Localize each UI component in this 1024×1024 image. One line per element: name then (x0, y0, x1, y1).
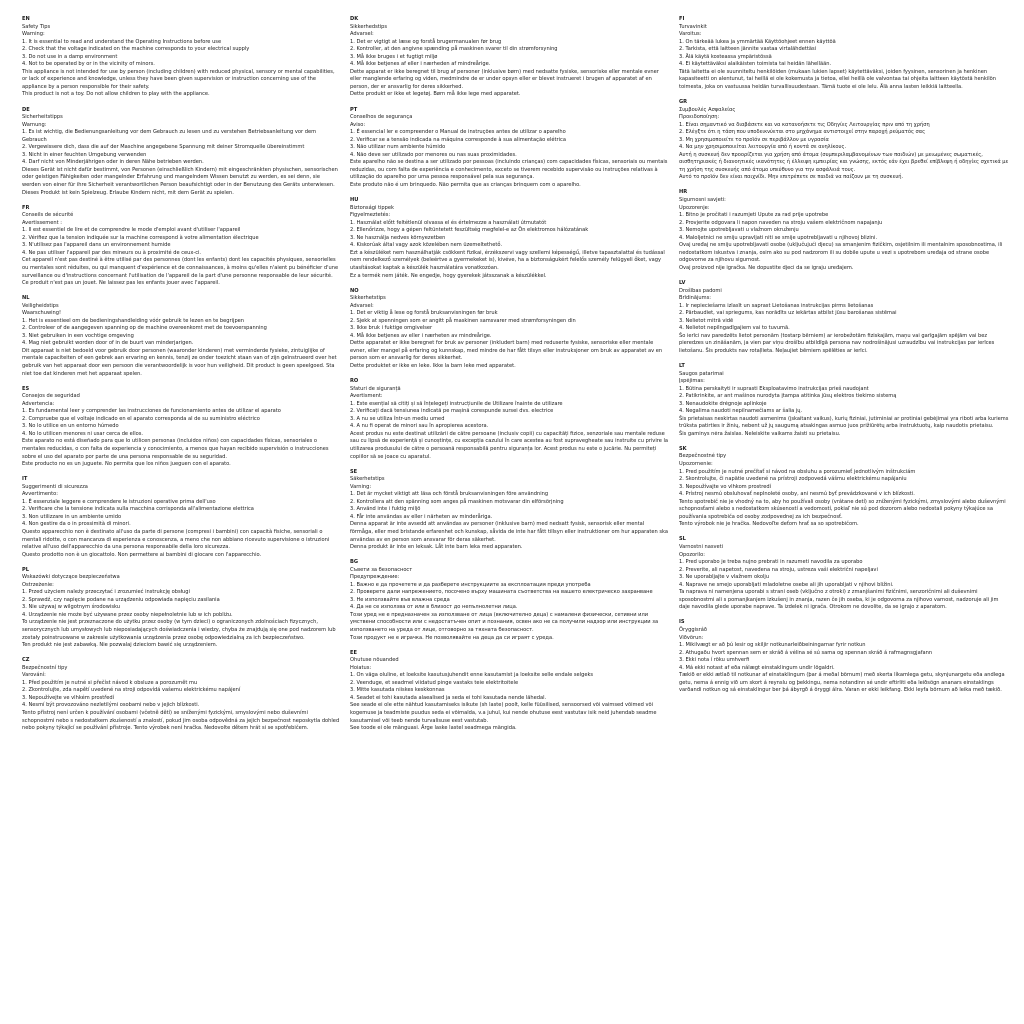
warning-paragraph: Ovaj proizvod nije igračka. Ne dopustite djeci da se igraju uređajem. (679, 264, 854, 271)
language-code: CZ (22, 657, 30, 664)
warning-paragraph: Dette produkt er ikke et legetøj. Børn må ikke lege med apparatet. (350, 91, 521, 98)
warning-paragraph: Dit apparaat is niet bedoeld voor gebruik door personen (waaronder kinderen) met verminderde fysieke, zintuiglijke of mentale capaciteiten of een gebrek aan ervaring en kennis, tenzij ze onder toezicht staan van of zijn geïnstrueerd over het gebruik van het apparaat door een persoon die verantwoordelijk is voor hun veiligheid. Dit product is geen speelgoed. Sta niet toe dat kinderen met het apparaat spelen. (22, 347, 337, 377)
safety-section-fr (22, 205, 340, 288)
language-code: EE (350, 649, 357, 656)
language-code: IT (22, 476, 28, 483)
warning-label: Advarsel: (350, 31, 374, 38)
safety-section-is (679, 619, 1009, 694)
warning-item: 1. Būtina perskaityti ir suprasti Eksploatavimo instrukcijas prieš naudojant (679, 385, 869, 392)
warning-item: 3. Ne uporabljajte v vlažnem okolju (679, 574, 770, 581)
warning-item: 3. No lo utilice en un entorno húmedo (22, 423, 119, 430)
column-left (22, 16, 340, 1024)
warning-item: 3. Nepoužívejte ve vlhkém prostředí (22, 694, 115, 701)
warning-item: 2. Verificați dacă tensiunea indicată pe mașină corespunde sursei dvs. electrice (350, 408, 554, 415)
warning-paragraph: This product is not a toy. Do not allow children to play with the appliance. (22, 91, 210, 98)
warning-paragraph: Questo prodotto non è un giocattolo. Non permettere ai bambini di giocare con l'apparecchio. (22, 551, 262, 558)
warning-item: 1. On väga oluline, et loeksite kasutusjuhendit enne kasutamist ja loeksite selle endale selgeks (350, 672, 594, 679)
warning-paragraph: Questo apparecchio non è destinato all'uso da parte di persone (compresi i bambini) con capacità fisiche, sensoriali o mentali ridotte, o con mancanza di esperienza e conoscenza, a meno che non abbiano ricevuto supervisione o istruzioni relative all'uso dell'apparecchio da una persona responsabile della loro sicurezza. (22, 528, 330, 551)
warning-item: 3. Nie używaj w wilgotnym środowisku (22, 604, 121, 611)
section-title: Suggerimenti di sicurezza (22, 483, 88, 490)
warning-paragraph: Αυτό το προϊόν δεν είναι παιχνίδι. Μην επιτρέπετε σε παιδιά να παίζουν με τη συσκευή. (679, 174, 904, 181)
warning-item: 2. Kontrollera att den spänning som anges på maskinen motsvarar din elförsörjning (350, 498, 564, 505)
warning-label: Varning: (350, 483, 372, 490)
warning-item: 3. Nepoužívajte vo vlhkom prostredí (679, 483, 772, 490)
language-code: BG (350, 559, 359, 566)
language-code: HU (350, 197, 359, 204)
safety-section-nl (22, 295, 340, 378)
section-title: Wskazówki dotyczące bezpieczeństwa (22, 574, 120, 581)
column-middle (350, 16, 668, 1024)
warning-paragraph: Този продукт не е играчка. Не позволявайте на деца да си играят с уреда. (350, 634, 554, 641)
language-code: GR (679, 98, 688, 105)
warning-item: 1. Pred použitím je nutné prečítať si návod na obsluhu a porozumieť jednotlivým inštrukciám (679, 468, 916, 475)
safety-section-hu (350, 197, 668, 280)
safety-section-gr (679, 99, 1009, 182)
warning-item: 4. Maloljetnici ne smiju upravljati niti se smije upotrebljavati u njihovoj blizini. (679, 234, 878, 241)
section-title: Turvavinkit (679, 23, 707, 30)
warning-item: 2. Preverite, ali napetost, navedena na stroju, ustreza vaši električni napeljavi (679, 566, 878, 573)
section-title: Sikkerhedstips (350, 23, 388, 30)
warning-label: Avertisment: (350, 393, 383, 400)
warning-item: 4. Да не се използва от или в близост до непълнолетни лица. (350, 604, 518, 611)
warning-item: 4. Má ekki notast af eða nálægt einstaklingum undir lögaldri. (679, 664, 835, 671)
warning-item: 3. Mitte kasutada niiskes keskkonnas (350, 687, 445, 694)
warning-paragraph: Šis prietaisas neskirtas naudoti asmenims (įskaitant vaikus), kurių fiziniai, jutiminiai ar protiniai gebėjimai yra riboti arba kuriems trūksta patirties ir žinių, nebent už jų saugumą atsakingas asmuo juos prižiūrėtų arba instruktuotų, kaip naudotis prietaisu. (679, 415, 1009, 430)
warning-item: 1. Pred uporabo je treba nujno prebrati in razumeti navodila za uporabo (679, 559, 863, 566)
warning-label: Advarsel: (350, 302, 374, 309)
warning-label: Varoitus: (679, 31, 702, 38)
warning-item: 4. Naprave ne smejo uporabljati mladoletne osebe ali jih uporabljati v njihovi bližini. (679, 581, 894, 588)
section-title: Ohutuse nõuanded (350, 657, 399, 664)
warning-paragraph: Denna apparat är inte avsedd att användas av personer (inklusive barn) med nedsatt fysisk, sensorisk eller mental förmåga, eller med bristande erfarenhet och kunskap, såvida de inte har fått tillsyn eller instruktioner om hur apparaten ska användas av en person som ansvarar för deras säkerhet. (350, 521, 668, 543)
warning-item: 4. Kiskorúak által vagy azok közelében nem üzemeltethető. (350, 242, 503, 249)
section-title: Säkerhetstips (350, 476, 385, 483)
warning-item: 3. Не използвайте във влажна среда (350, 596, 450, 603)
warning-paragraph: Cet appareil n'est pas destiné à être utilisé par des personnes (dont les enfants) dont les capacités physiques, sensorielles ou mentales sont réduites, ou qui manquent d'expérience et de connaissances, à moins qu'elles n'aient pu bénéficier d'une surveillance ou d'instructions concernant l'utilisation de l'appareil de la part d'une personne responsable de leur sécurité. (22, 257, 339, 279)
warning-item: 2. Zkontrolujte, zda napětí uvedené na stroji odpovídá vašemu elektrickému napájení (22, 687, 241, 694)
warning-paragraph: Este aparato no está diseñado para que lo utilicen personas (incluidos niños) con capacidades físicas, sensoriales o mentales reducidas, o con falta de experiencia y conocimiento, a menos que hayan recibido supervisión o instrucciones sobre el uso del aparato por parte de una persona responsable de su seguridad. (22, 438, 329, 460)
section-title: Conseils de sécurité (22, 212, 74, 219)
warning-paragraph: Ta naprava ni namenjena uporabi s strani oseb (vključno z otroki) z zmanjšanimi fizičnimi, senzoričnimi ali duševnimi sposobnostmi ali s pomanjkanjem izkušenj in znanja, razen če jih oseba, ki je odgovorna za njihovo varnost, nadzoruje ali jim daje navodila glede uporabe naprave. Ta izdelek ni igrača. Otrokom ne dovolite, da se igrajo z aparatom. (679, 589, 999, 611)
warning-item: 4. Får inte användas av eller i närheten av minderåriga. (350, 513, 493, 520)
warning-item: 3. Ekki nota í röku umhverfi (679, 657, 750, 664)
safety-section-pt (350, 107, 668, 190)
warning-item: 4. Darf nicht von Minderjährigen oder in deren Nähe betrieben werden. (22, 159, 204, 166)
warning-label: Warning: (22, 31, 45, 38)
warning-item: 4. Prístroj nesmú obsluhovať neplnoleté osoby, ani nesmú byť prevádzkované v ich blízkosti. (679, 491, 915, 498)
warning-paragraph: Denna produkt är inte en leksak. Låt inte barn leka med apparaten. (350, 544, 523, 551)
section-title: Biztonsági tippek (350, 204, 394, 211)
warning-item: 2. Veenduge, et seadmel viidatud pinge vastaks teie elektritoitele (350, 679, 519, 686)
section-title: Bezpečnostní tipy (22, 664, 68, 671)
safety-section-de (22, 107, 340, 198)
warning-paragraph: To urządzenie nie jest przeznaczone do użytku przez osoby (w tym dzieci) o ograniczonych zdolnościach fizycznych, sensorycznych lub umysłowych lub nieposiadających doświadczenia i wiedzy, chyba że znajdują się one pod nadzorem lub zostały poinstruowane w zakresie użytkowania urządzenia przez osobę odpowiedzialną za ich bezpieczeństwo. (22, 619, 336, 641)
safety-section-en (22, 16, 340, 99)
warning-item: 4. Mag niet gebruikt worden door of in de buurt van minderjarigen. (22, 340, 194, 347)
language-code: NL (22, 295, 30, 302)
safety-section-hr (679, 189, 1009, 272)
warning-label: Advertencia: (22, 400, 55, 407)
column-right (679, 16, 1009, 1024)
warning-item: 1. È essenziale leggere e comprendere le istruzioni operative prima dell'uso (22, 498, 216, 505)
warning-label: Varování: (22, 672, 46, 679)
warning-paragraph: Този уред не е предназначен за използване от лица (включително деца) с намалени физически, сетивни или умствени способности или с недостатъчен опит и познания, освен ако не са получили надзор или инструкции за използването на уреда от лице, отговорно за тяхната безопасност. (350, 611, 659, 634)
safety-section-lt (679, 363, 1009, 438)
language-code: DE (22, 106, 30, 113)
warning-paragraph: Ce produit n'est pas un jouet. Ne laissez pas les enfants jouer avec l'appareil. (22, 280, 220, 287)
safety-section-ro (350, 378, 668, 461)
warning-item: 2. Vergewissere dich, dass die auf der Maschine angegebene Spannung mit deiner Stromquelle übereinstimmt (22, 144, 305, 151)
section-title: Conselhos de segurança (350, 114, 413, 121)
language-code: LV (679, 280, 686, 286)
warning-item: 4. A nu fi operat de minori sau în apropierea acestora. (350, 423, 489, 430)
warning-item: 1. Przed użyciem należy przeczytać i zrozumieć instrukcję obsługi (22, 589, 190, 596)
warning-paragraph: Šo ierīci nav paredzēts lietot personām (tostarp bērniem) ar ierobežotām fiziskajām, maņu vai garīgajām spējām vai bez pieredzes un zināšanām, ja vien par viņu drošību atbildīgā persona nav nodrošinājusi uzraudzību vai instrukcijas par ierīces lietošanu. Šis produkts nav rotaļlieta. Neļaujiet bērniem spēlēties ar ierīci. (679, 332, 995, 354)
warning-paragraph: Tento spotrebič nie je vhodný na to, aby ho používali osoby (vrátane detí) so zníženými fyzickými, zmyslovými alebo duševnými schopnosťami alebo s nedostatkom skúseností a vedomostí, pokiaľ nie sú pod dozorom alebo nedostali pokyny týkajúce sa používania spotrebiča od osoby zodpovednej za ich bezpečnosť. (679, 498, 1006, 520)
section-title: Sikkerhetstips (350, 295, 386, 302)
section-title: Съвети за безопасност (350, 566, 413, 573)
section-title: Sigurnosni savjeti: (679, 197, 726, 204)
section-title: Drošības padomi (679, 287, 722, 294)
warning-paragraph: Dieses Gerät ist nicht dafür bestimmt, von Personen (einschließlich Kindern) mit eingeschränkten physischen, sensorischen oder geistigen Fähigkeiten oder mangelnder Erfahrung und mangelndem Wissen benutzt zu werden, es sei denn, sie werden von einer für ihre Sicherheit verantwortlichen Person beaufsichtigt oder in der Benutzung des Geräts unterwiesen. (22, 166, 338, 188)
safety-section-ee (350, 650, 668, 733)
warning-item: 2. Проверете дали напрежението, посочено върху машината съответства на вашето електрическо захранване (350, 589, 653, 596)
warning-paragraph: Este producto no es un juguete. No permita que los niños jueguen con el aparato. (22, 461, 231, 468)
safety-section-es (22, 386, 340, 469)
warning-paragraph: Dette apparatet er ikke beregnet for bruk av personer (inkludert barn) med reduserte fysiske, sensoriske eller mentale evner, eller mangel på erfaring og kunnskap, med mindre de har fått tilsyn eller instruksjoner om bruk av apparatet av en person som er ansvarlig for deres sikkerhet. (350, 340, 663, 362)
language-code: SK (679, 445, 687, 452)
section-title: Öryggisráð (679, 626, 707, 633)
warning-paragraph: Tento výrobok nie je hračka. Nedovoľte deťom hrať sa so spotrebičom. (679, 521, 859, 528)
warning-item: 4. Negalima naudoti nepilnamečiams ar šalia jų. (679, 408, 803, 415)
warning-item: 3. Nemojte upotrebljavati u vlažnom okruženju (679, 227, 799, 234)
warning-paragraph: See toode ei ole mänguasi. Ärge laske lastel seadmega mängida. (350, 725, 517, 732)
warning-item: 2. Vérifiez que la tension indiquée sur la machine correspond à votre alimentation électrique (22, 234, 259, 241)
warning-item: 1. Használat előtt feltétlenül olvassa el és értelmezze a használati útmutatót (350, 219, 547, 226)
warning-item: 4. Ei käytettäväksi alaikäisten toimista tai heidän lähellään. (679, 61, 832, 68)
warning-label: Opozorilo: (679, 551, 705, 558)
warning-item: 3. N'utilisez pas l'appareil dans un environnement humide (22, 242, 171, 249)
warning-item: 1. Είναι σημαντικό να διαβάσετε και να κατανοήσετε τις Οδηγίες Λειτουργίας πριν από τη χρήση (679, 121, 930, 128)
warning-paragraph: Tækið er ekki ætlað til notkunar af einstaklingum (þar á meðal börnum) með skerta líkamlega getu, skynjunargetu eða andlega getu, nema á ennig við um skort á reynslu og þekkingu, nema notandinn sé undir eftirliti eða leiðsögn ananars einstaklings varðandi notkun og sá einstaklingur ber þá ábyrgð á öryggi álra. Varan er ekki leikfang. Ekki leyfa börnum að leika með tækið. (679, 672, 1005, 694)
section-title: Veiligheidstips (22, 302, 59, 309)
warning-paragraph: Tätä laitetta ei ole suunniteltu henkilöiden (mukaan lukien lapset) käytettäväksi, joiden fyysinen, sensorinen ja henkinen kapasiteetti on alentunut, tai heillä ei ole kokemusta ja tietoa, ellei heillä ole valvontaa tai ohjeita laitteen käytöstä henkilön toimesta, joka on vastuussa heidän turvallisuudestaan. Tämä tuote ei ole lelu. Älä anna lasten leikkiä laitteella. (679, 68, 996, 90)
warning-item: 2. Provjerite odgovara li napon naveden na stroju vašem električnom napajanju (679, 219, 883, 226)
warning-item: 3. Nelietot mitrā vidē (679, 317, 734, 324)
warning-item: 3. Não utilizar num ambiente húmido (350, 144, 446, 151)
warning-label: Viðvörun: (679, 634, 704, 641)
safety-section-bg (350, 559, 668, 642)
warning-item: 2. Verificar se a tensão indicada na máquina corresponde à sua alimentação elétrica (350, 136, 566, 143)
safety-section-sl (679, 536, 1009, 611)
warning-item: 1. On tärkeää lukea ja ymmärtää Käyttöohjeet ennen käyttöä (679, 38, 836, 45)
warning-label: Ostrzeżenie: (22, 581, 54, 588)
section-title: Sfaturi de siguranță (350, 385, 401, 392)
warning-item: 4. Non gestire da o in prossimità di minori. (22, 521, 131, 528)
section-title: Varnostni nasveti (679, 544, 724, 550)
section-title: Consejos de seguridad (22, 393, 80, 400)
warning-label: Avertissement : (22, 219, 62, 226)
safety-section-dk (350, 16, 668, 99)
warning-item: 3. Ikke bruk i fuktige omgivelser (350, 325, 433, 332)
warning-item: 2. Check that the voltage indicated on the machine corresponds to your electrical supply (22, 46, 250, 53)
warning-paragraph: Acest produs nu este destinat utilizării de către persoane (inclusiv copii) cu capacități fizice, senzoriale sau mentale reduse sau cu lipsă de experiență și cunoștințe, cu excepția cazului în care acestea au fost supravegheate sau instruite cu privire la utilizarea produsului de către o persoană responsabilă pentru siguranța lor. Acest produs nu este o jucărie. Nu permiteți copiilor să se joace cu aparatul. (350, 430, 668, 460)
warning-item: 1. Il est essentiel de lire et de comprendre le mode d'emploi avant d'utiliser l'appareil (22, 227, 241, 234)
warning-item: 1. Bitno je pročitati i razumjeti Upute za rad prije upotrebe (679, 212, 829, 219)
warning-paragraph: Este aparelho não se destina a ser utilizado por pessoas (incluindo crianças) com capacidades físicas, sensoriais ou mentais reduzidas, ou com falta de experiência e conhecimento, exceto se tiverem recebido supervisão ou instruções relativas à utilização do aparelho por uma pessoa responsável pela sua segurança. (350, 159, 668, 181)
warning-label: Warnung: (22, 121, 47, 128)
language-code: HR (679, 189, 688, 196)
safety-section-cz (22, 657, 340, 732)
warning-item: 3. Niet gebruiken in een vochtige omgeving (22, 332, 134, 339)
warning-item: 4. No lo utilicen menores ni usar cerca de ellos. (22, 430, 144, 437)
warning-label: Figyelmeztetés: (350, 212, 391, 219)
safety-section-sk (679, 446, 1009, 529)
warning-label: Προειδοποίηση: (679, 114, 720, 121)
language-code: PT (350, 106, 358, 113)
warning-item: 2. Ελέγξτε ότι η τάση που υποδεικνύεται στο μηχάνημα αντιστοιχεί στην παροχή ρεύματός σας (679, 129, 926, 136)
warning-paragraph: See seade ei ole ette nähtud kasutamiseks isikute (sh laste) poolt, kelle füüsilised, sensoorsed või vaimsed võimed või kogemuse ja teadmiste puudus seda ei võimalda, v.a juhul, kui nende ohutuse eest vastutav isik neid juhendab seadme kasutamisel või teeb nende turvalisuse eest vastutab. (350, 702, 657, 724)
language-code: PL (22, 566, 29, 573)
warning-item: 3. Använd inte i fuktig miljö (350, 506, 421, 513)
warning-item: 3. Ne használja nedves környezetben (350, 234, 446, 241)
language-code: FI (679, 16, 685, 22)
warning-item: 1. Před použitím je nutné si přečíst návod k obsluze a porozumět mu (22, 679, 198, 686)
warning-item: 1. Es fundamental leer y comprender las instrucciones de funcionamiento antes de utilizar el aparato (22, 408, 281, 415)
warning-item: 2. Sjekk at spenningen som er angitt på maskinen samsvarer med strømforsyningen din (350, 317, 576, 324)
section-title: Συμβουλές Ασφαλείας (679, 106, 736, 113)
safety-section-pl (22, 567, 340, 650)
warning-paragraph: This appliance is not intended for use by person (including children) with reduced physical, sensory or mental capabilities, or lack of experience and knowledge, unless they have been given supervision or instruction concerning use of the appliance by a person responsible for their safety. (22, 68, 335, 90)
warning-item: 3. A nu se utiliza într-un mediu umed (350, 415, 445, 422)
warning-item: 2. Controleer of de aangegeven spanning op de machine overeenkomt met de toevoerspanning (22, 325, 267, 332)
language-code: FR (22, 204, 30, 211)
language-code: ES (22, 385, 30, 392)
warning-label: Avvertimento: (22, 491, 59, 498)
warning-item: 3. Do not use in a damp environment (22, 53, 118, 60)
warning-label: Hoiatus: (350, 664, 372, 671)
warning-item: 2. Verificare che la tensione indicata sulla macchina corrisponda all'alimentazione elettrica (22, 506, 254, 513)
safety-section-fi (679, 16, 1009, 91)
warning-item: 3. Μη χρησιμοποιείτε το προϊόν σε περιβάλλον με υγρασία (679, 136, 829, 143)
warning-paragraph: Ovaj uređaj ne smiju upotrebljavati osobe (uključujući djecu) sa smanjenim fizičkim, osjetilnim ili mentalnim sposobnostima, ili nedostatkom iskustva i znanja, osim ako su pod nadzorom ili su dobile upute u vezi s upotrebom uređaja od strane osobe odgovorne za njihovu sigurnost. (679, 242, 1003, 264)
warning-item: 3. Non utilizzare in un ambiente umido (22, 513, 122, 520)
warning-label: Upozornenie: (679, 461, 713, 468)
warning-paragraph: Šis gaminys nėra žaislas. Neleiskite vaikams žaisti su prietaisu. (679, 430, 841, 437)
section-title: Bezpečnostné tipy (679, 453, 727, 460)
warning-paragraph: Tento přístroj není určen k používání osobami (včetně dětí) se sníženými fyzickými, smyslovými nebo duševními schopnostmi nebo s nedostatkem zkušeností a znalostí, pokud jim osoba odpovědná za jejich bezpečnost neposkytla dohled nebo pokyny týkající se používání přístroje. Tento výrobek není hračka. Nedovolte dětem hrát si se spotřebičem. (22, 709, 340, 732)
section-title: Saugos patarimai (679, 370, 724, 377)
warning-item: 1. É essencial ler e compreender o Manual de instruções antes de utilizar o aparelho (350, 129, 566, 136)
warning-paragraph: Dette produktet er ikke en leke. Ikke la barn leke med apparatet. (350, 363, 516, 370)
warning-label: Aviso: (350, 121, 366, 128)
warning-item: 2. Skontrolujte, či napätie uvedené na prístroji zodpovedá vášmu elektrickému napájaniu (679, 476, 907, 483)
warning-item: 1. It is essential to read and understand the Operating Instructions before use (22, 38, 222, 45)
language-code: EN (22, 16, 30, 22)
warning-item: 4. Να μην χρησιμοποιείται λειτουργία από ή κοντά σε ανηλίκους. (679, 144, 847, 151)
warning-item: 4. Må ikke betjenes af eller i nærheden af mindreårige. (350, 61, 491, 68)
safety-section-no (350, 288, 668, 371)
warning-paragraph: Este produto não é um brinquedo. Não permita que as crianças brinquem com o aparelho. (350, 181, 581, 188)
safety-section-lv (679, 280, 1009, 355)
warning-item: 1. Det er vigtigt at læse og forstå brugermanualen før brug (350, 38, 502, 45)
warning-item: 4. Nesmí být provozováno nezletilými osobami nebo v jejich blízkosti. (22, 702, 200, 709)
warning-item: 2. Patikrinkite, ar ant mašinos nurodyta įtampa atitinka jūsų elektros tiekimo sistemą (679, 393, 897, 400)
warning-item: 4. Må ikke betjenes av eller i nærheten av mindreårige. (350, 332, 492, 339)
warning-paragraph: Dette apparat er ikke beregnet til brug af personer (inklusive børn) med nedsatte fysiske, sensoriske eller mentale evner eller manglende erfaring og viden, medmindre de er under opsyn eller er blevet instrueret i brugen af apparatet af en person, der er ansvarlig for deres sikkerhed. (350, 68, 659, 90)
warning-item: 4. Ne pas utiliser l'appareil par des mineurs ou à proximité de ceux-ci. (22, 249, 202, 256)
warning-paragraph: Ten produkt nie jest zabawką. Nie pozwalaj dzieciom bawić się urządzeniem. (22, 642, 218, 649)
warning-item: 2. Sprawdź, czy napięcie podane na urządzeniu odpowiada napięciu zasilania (22, 596, 220, 603)
warning-item: 4. Não deve ser utilizado por menores ou nas suas proximidades. (350, 151, 517, 158)
language-code: IS (679, 619, 685, 626)
warning-item: 2. Athugaðu hvort spennan sem er skráð á vélina sé sú sama og spennan skráð á rafmagnsgjafann (679, 649, 933, 656)
language-code: LT (679, 362, 685, 369)
warning-item: 2. Kontroller, at den angivne spænding på maskinen svarer til din strømforsyning (350, 46, 558, 53)
warning-label: Upozorenje: (679, 204, 710, 211)
warning-paragraph: Ez a termék nem játék. Ne engedje, hogy gyerekek játsszanak a készülékkel. (350, 272, 547, 279)
language-code: SL (679, 536, 686, 543)
language-code: NO (350, 287, 359, 294)
warning-paragraph: Αυτή η συσκευή δεν προορίζεται για χρήση από άτομα (συμπεριλαμβανομένων των παιδιών) με μειωμένες σωματικές, αισθητηριακές ή διανοητικές ικανότητες ή έλλειψη εμπειρίας και γνώσης, εκτός εάν έχει βρεθεί επίβλεψη ή οδηγίες σχετικά με τη χρήση της συσκευής από άτομο υπεύθυνο για την ασφάλειά τους. (679, 151, 1009, 173)
warning-item: 4. Nelietot nepilngadīgajiem vai to tuvumā. (679, 325, 790, 332)
safety-section-it (22, 476, 340, 559)
warning-label: Įspėjimas: (679, 378, 705, 385)
warning-item: 4. Not to be operated by or in the vicinity of minors. (22, 61, 155, 68)
warning-item: 2. Pārbaudiet, vai spriegums, kas norādīts uz iekārtas atbilst jūsu barošanas sistēmai (679, 310, 897, 317)
warning-item: 2. Compruebe que el voltaje indicado en el aparato corresponda al de su suministro eléctrico (22, 415, 260, 422)
warning-item: 2. Ellenőrizze, hogy a gépen feltüntetett feszültség megfelel-e az Ön elektromos hálózatának (350, 227, 589, 234)
section-title: Sicherheitstipps (22, 114, 63, 121)
warning-item: 3. Älä käytä kosteassa ympäristössä (679, 53, 772, 60)
warning-label: Предупреждение: (350, 574, 400, 581)
warning-label: Brīdinājums: (679, 295, 711, 302)
warning-item: 1. Det är mycket viktigt att läsa och förstå bruksanvisningen före användning (350, 491, 549, 498)
warning-item: 3. Nenaudokite drėgnoje aplinkoje (679, 400, 767, 407)
warning-item: 1. Важно е да прочетете и да разберете инструкциите за експлоатация преди употреба (350, 581, 591, 588)
warning-item: 3. Nicht in einer feuchten Umgebung verwenden (22, 151, 147, 158)
language-code: DK (350, 16, 359, 22)
language-code: RO (350, 378, 359, 385)
warning-label: Waarschuwing! (22, 310, 62, 317)
warning-item: 1. Mikilvægt er að þú lesir og skiljir notkunarleiðbeiningarnar fyrir notkun (679, 642, 866, 649)
warning-item: 1. Es ist wichtig, die Bedienungsanleitung vor dem Gebrauch zu lesen und zu verstehen Betriebsanleitung vor dem Gebrauch (22, 129, 317, 143)
warning-item: 1. Det er viktig å lese og forstå bruksanvisningen før bruk (350, 310, 498, 317)
warning-item: 3. Må ikke bruges i et fugtigt miljø (350, 53, 438, 60)
warning-item: 1. Este esențial să citiți și să înțelegeți instrucțiunile de Utilizare înainte de utilizare (350, 400, 563, 407)
warning-paragraph: Dieses Produkt ist kein Spielzeug. Erlaube Kindern nicht, mit dem Gerät zu spielen. (22, 189, 234, 196)
warning-item: 1. Het is essentieel om de bedieningshandleiding vóór gebruik te lezen en te begrijpen (22, 317, 245, 324)
warning-item: 4. Seadet ei tohi kasutada alaealised ja seda ei tohi kasutada nende lähedal. (350, 694, 547, 701)
safety-section-se (350, 469, 668, 552)
warning-item: 4. Urządzenie nie może być używane przez osoby niepełnoletnie lub w ich pobliżu. (22, 611, 233, 618)
warning-item: 2. Tarkista, että laitteen jännite vastaa virtalähdettäsi (679, 46, 817, 53)
warning-paragraph: Ezt a készüléket nem használhatják csökkent fizikai, érzékszervi vagy szellemi képességű, illetve tapasztalattal és tudással nem rendelkező személyek (beleértve a gyermekeket is), kivéve, ha a biztonságukért felelős személy felügyeli őket, vagy utasításokat kaptak a készülék használatára vonatkozóan. (350, 249, 665, 271)
language-code: SE (350, 468, 358, 475)
warning-item: 1. Ir nepieciešams izlasīt un saprast Lietošanas instrukcijas pirms lietošanas (679, 302, 874, 309)
section-title: Safety Tips (22, 23, 51, 30)
